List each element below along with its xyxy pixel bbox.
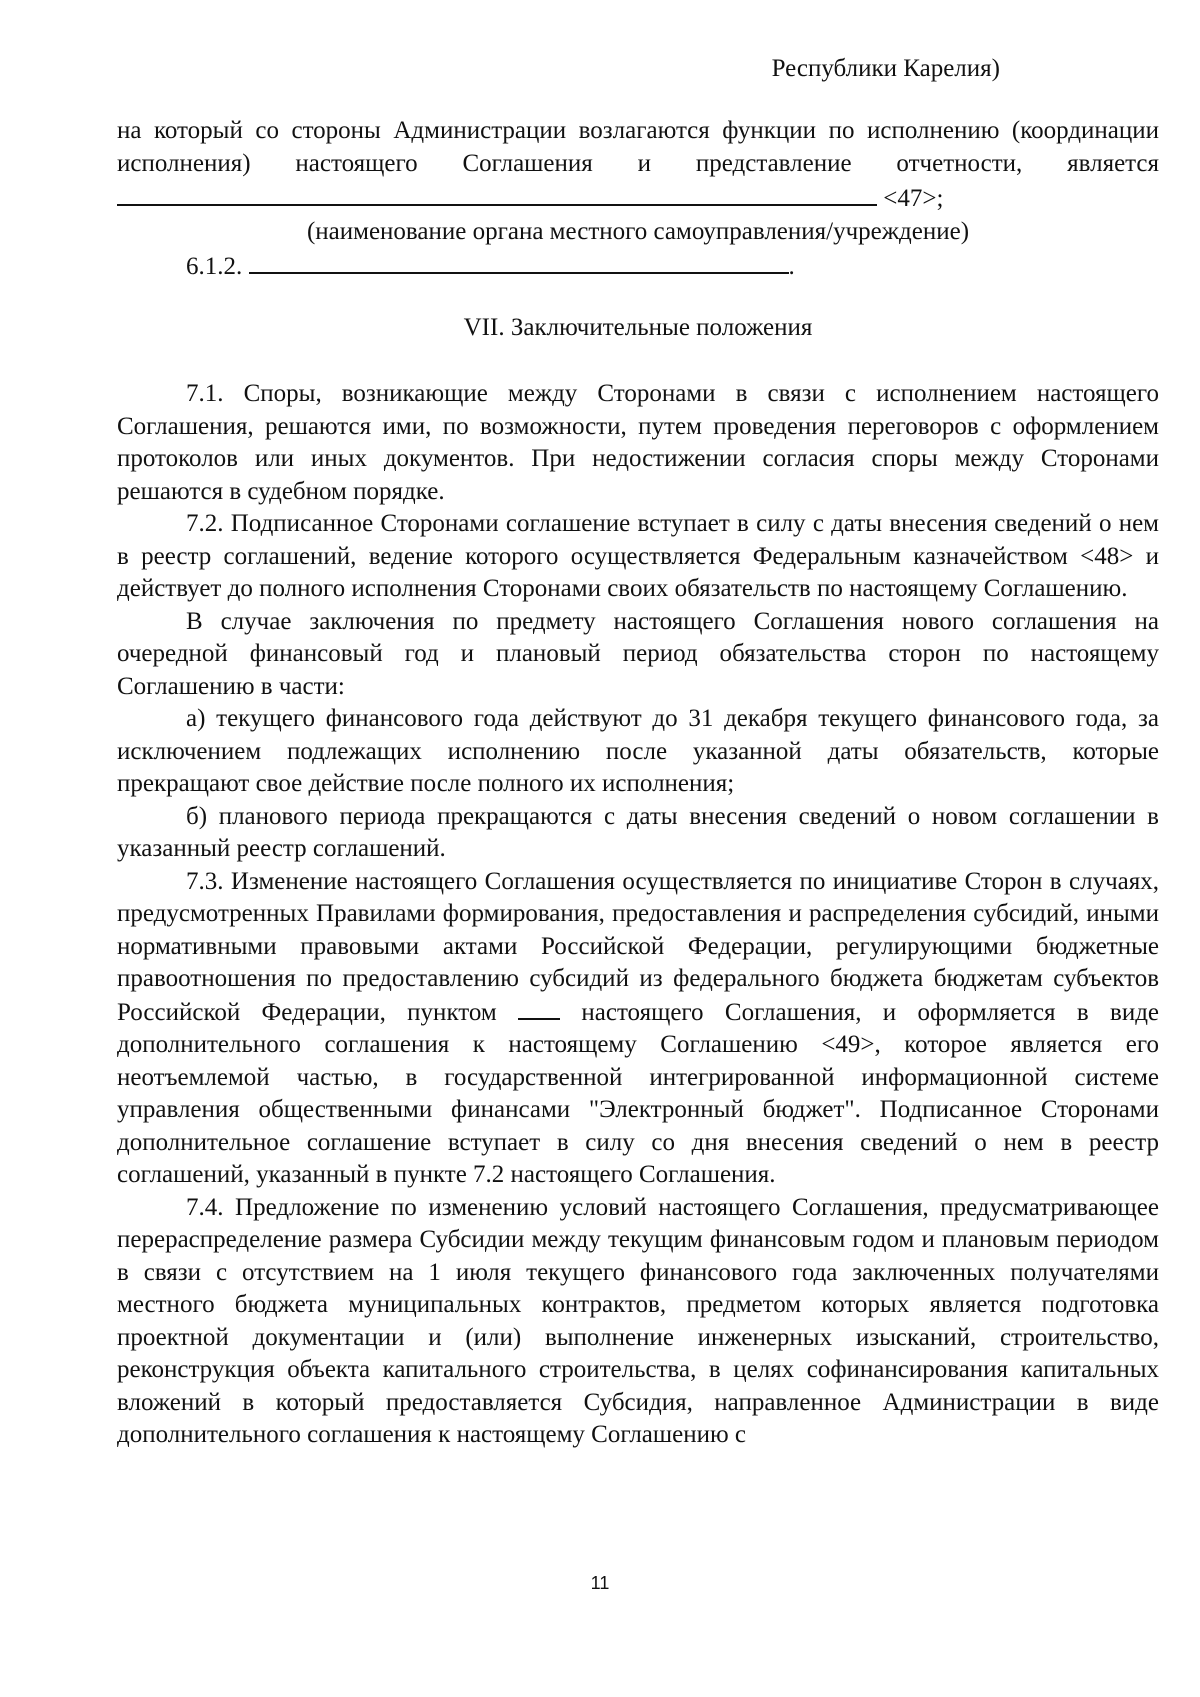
- fill-in-blank: [249, 248, 789, 274]
- fill-in-blank: [117, 180, 877, 206]
- paragraph-7-1: 7.1. Споры, возникающие между Сторонами в связи с исполнением настоящего Соглашения, решаются ими, по возможности, путем проведения переговоров с оформлением протоколов или иных документов. При недостижении согласия споры между Сторонами решаются в судебном порядке.: [117, 380, 1159, 505]
- item-6-1-2: 6.1.2. .: [117, 248, 1159, 284]
- paragraph-7-4: 7.4. Предложение по изменению условий настоящего Соглашения, предусматривающее перераспределение размера Субсидии между текущим финансовым годом и плановым периодом в связи с отсутствием на 1 июля текущего финансового года заключенных получателями местного бюджета муниципальных контрактов, предметом которых является подготовка проектной документации и (или) выполнение инженерных изысканий, строительство, реконструкция объекта капитального строительства, в целях софинансирования капитальных вложений в который предоставляется Субсидия, направленное Администрации в виде дополнительного соглашения к настоящему Соглашению с: [117, 1193, 1159, 1448]
- paragraph-7-2: 7.2. Подписанное Сторонами соглашение вступает в силу с даты внесения сведений о нем в реестр соглашений, ведение которого осуществляется Федеральным казначейством <48> и действует до полного исполнения Сторонами своих обязательств по настоящему Соглашению.: [117, 510, 1159, 602]
- section-heading: VII. Заключительные положения: [463, 313, 813, 341]
- blank-caption: (наименование органа местного самоуправления/учреждение): [306, 217, 970, 245]
- header-continuation: Республики Карелия): [771, 55, 1000, 82]
- paragraph-item-a: а) текущего финансового года действуют до 31 декабря текущего финансового года, за исключением подлежащих исполнению после указанной даты обязательств, которые прекращают свое действие после полного их исполнения;: [117, 705, 1159, 797]
- document-body: [117, 115, 1159, 1452]
- page-number: 11: [590, 1573, 610, 1593]
- paragraph-new-agreement: В случае заключения по предмету настоящего Соглашения нового соглашения на очередной финансовый год и плановый период обязательства сторон по настоящему Соглашению в части:: [117, 607, 1159, 700]
- paragraph-responsible-body: на который со стороны Администрации возлагаются функции по исполнению (координации исполнения) настоящего Соглашения и представление отчетности, является <47>;: [117, 117, 1159, 212]
- fill-in-blank: [518, 996, 560, 1020]
- paragraph-7-3: 7.3. Изменение настоящего Соглашения осуществляется по инициативе Сторон в случаях, предусмотренных Правилами формирования, предоставления и распределения субсидий, иными нормативными правовыми актами Российской Федерации, регулирующими бюджетные правоотношения по предоставлению субсидий из федерального бюджета бюджетам субъектов Российской Федерации, пунктом настоящего Соглашения, и оформляется в виде дополнительного соглашения к настоящему Соглашению <49>, которое является его неотъемлемой частью, в государственной интегрированной информационной системе управления общественными финансами "Электронный бюджет". Подписанное Сторонами дополнительное соглашение вступает в силу со дня внесения сведений о нем в реестр соглашений, указанный в пункте 7.2 настоящего Соглашения.: [117, 867, 1160, 1188]
- paragraph-item-b: б) планового периода прекращаются с даты внесения сведений о новом соглашении в указанный реестр соглашений.: [117, 802, 1159, 862]
